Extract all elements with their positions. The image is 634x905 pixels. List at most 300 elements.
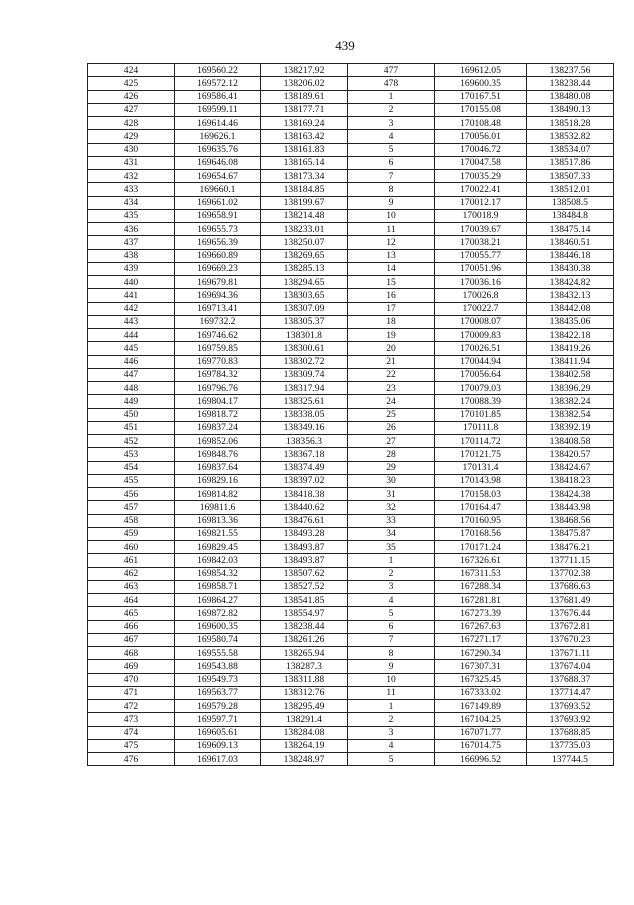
table-cell: 447	[88, 368, 175, 381]
table-cell: 448	[88, 382, 175, 395]
table-cell: 169597.71	[175, 713, 261, 726]
table-cell: 169600.35	[435, 77, 527, 90]
table-cell: 138507.33	[527, 170, 614, 183]
table-cell: 169858.71	[175, 580, 261, 593]
table-cell: 169646.08	[175, 156, 261, 169]
table-cell: 1	[348, 700, 435, 713]
table-cell: 169614.46	[175, 117, 261, 130]
table-cell: 13	[348, 249, 435, 262]
table-cell: 429	[88, 130, 175, 143]
table-cell: 169854.32	[175, 567, 261, 580]
table-cell: 170111.8	[435, 421, 527, 434]
table-cell: 138294.65	[261, 276, 348, 289]
table-row	[88, 686, 614, 699]
table-cell: 138382.24	[527, 395, 614, 408]
table-cell: 5	[348, 753, 435, 766]
table-cell: 138418.23	[527, 474, 614, 487]
table-cell: 138493.87	[261, 541, 348, 554]
table-row	[88, 488, 614, 501]
table-cell: 169818.72	[175, 408, 261, 421]
table-cell: 138367.18	[261, 448, 348, 461]
table-cell: 138484.8	[527, 209, 614, 222]
table-cell: 138408.58	[527, 435, 614, 448]
table-cell: 438	[88, 249, 175, 262]
table-cell: 426	[88, 90, 175, 103]
table-row	[88, 753, 614, 766]
table-cell: 169872.82	[175, 607, 261, 620]
table-cell: 5	[348, 143, 435, 156]
coordinates-table	[87, 63, 614, 766]
table-cell: 138284.08	[261, 726, 348, 739]
table-cell: 170026.51	[435, 342, 527, 355]
table-cell: 170018.9	[435, 209, 527, 222]
table-row	[88, 302, 614, 315]
table-cell: 26	[348, 421, 435, 434]
table-cell: 170164.47	[435, 501, 527, 514]
table-cell: 167311.53	[435, 567, 527, 580]
table-cell: 138517.86	[527, 156, 614, 169]
table-cell: 169658.91	[175, 209, 261, 222]
table-cell: 138184.85	[261, 183, 348, 196]
table-row	[88, 342, 614, 355]
table-cell: 138397.02	[261, 474, 348, 487]
table-cell: 138307.09	[261, 302, 348, 315]
table-cell: 460	[88, 541, 175, 554]
table-cell: 137688.85	[527, 726, 614, 739]
table-cell: 138435.06	[527, 315, 614, 328]
table-cell: 169626.1	[175, 130, 261, 143]
table-cell: 463	[88, 580, 175, 593]
table-cell: 34	[348, 527, 435, 540]
table-cell: 167014.75	[435, 739, 527, 752]
table-cell: 170039.67	[435, 223, 527, 236]
table-cell: 137681.49	[527, 594, 614, 607]
table-cell: 32	[348, 501, 435, 514]
table-cell: 167149.89	[435, 700, 527, 713]
table-row	[88, 594, 614, 607]
table-row	[88, 170, 614, 183]
table-cell: 462	[88, 567, 175, 580]
table-row	[88, 726, 614, 739]
table-cell: 138424.82	[527, 276, 614, 289]
table-cell: 169579.28	[175, 700, 261, 713]
table-row	[88, 421, 614, 434]
table-row	[88, 567, 614, 580]
table-cell: 467	[88, 633, 175, 646]
table-cell: 138214.48	[261, 209, 348, 222]
table-row	[88, 541, 614, 554]
table-cell: 138269.65	[261, 249, 348, 262]
table-row	[88, 554, 614, 567]
table-cell: 431	[88, 156, 175, 169]
table-cell: 16	[348, 289, 435, 302]
table-cell: 138460.51	[527, 236, 614, 249]
table-row	[88, 209, 614, 222]
table-cell: 14	[348, 262, 435, 275]
table-cell: 138189.61	[261, 90, 348, 103]
table-cell: 138217.92	[261, 64, 348, 77]
table-cell: 138518.28	[527, 117, 614, 130]
table-cell: 138163.42	[261, 130, 348, 143]
table-cell: 138285.13	[261, 262, 348, 275]
table-cell: 30	[348, 474, 435, 487]
table-cell: 21	[348, 355, 435, 368]
table-cell: 169655.73	[175, 223, 261, 236]
table-row	[88, 435, 614, 448]
table-cell: 425	[88, 77, 175, 90]
table-cell: 138392.19	[527, 421, 614, 434]
table-cell: 476	[88, 753, 175, 766]
table-cell: 170167.51	[435, 90, 527, 103]
table-cell: 436	[88, 223, 175, 236]
table-cell: 137714.47	[527, 686, 614, 699]
table-cell: 138508.5	[527, 196, 614, 209]
table-cell: 138446.18	[527, 249, 614, 262]
table-row	[88, 633, 614, 646]
table-cell: 169848.76	[175, 448, 261, 461]
table-cell: 427	[88, 103, 175, 116]
table-cell: 167333.02	[435, 686, 527, 699]
table-cell: 169572.12	[175, 77, 261, 90]
table-cell: 169555.58	[175, 647, 261, 660]
table-cell: 137670.23	[527, 633, 614, 646]
table-cell: 138312.76	[261, 686, 348, 699]
table-cell: 138206.02	[261, 77, 348, 90]
table-row	[88, 289, 614, 302]
table-cell: 138541.85	[261, 594, 348, 607]
table-cell: 138402.58	[527, 368, 614, 381]
table-cell: 169814.82	[175, 488, 261, 501]
table-row	[88, 236, 614, 249]
table-cell: 170022.41	[435, 183, 527, 196]
table-cell: 169796.76	[175, 382, 261, 395]
table-cell: 167307.31	[435, 660, 527, 673]
table-cell: 35	[348, 541, 435, 554]
table-cell: 169759.85	[175, 342, 261, 355]
table-cell: 7	[348, 170, 435, 183]
table-row	[88, 262, 614, 275]
table-row	[88, 143, 614, 156]
table-cell: 138440.62	[261, 501, 348, 514]
table-cell: 170035.29	[435, 170, 527, 183]
table-cell: 138311.88	[261, 673, 348, 686]
table-cell: 169804.17	[175, 395, 261, 408]
table-cell: 434	[88, 196, 175, 209]
table-cell: 138165.14	[261, 156, 348, 169]
table-row	[88, 673, 614, 686]
table-cell: 170009.83	[435, 329, 527, 342]
table-row	[88, 183, 614, 196]
table-cell: 137702.38	[527, 567, 614, 580]
table-cell: 137693.52	[527, 700, 614, 713]
table-cell: 33	[348, 514, 435, 527]
table-cell: 169586.41	[175, 90, 261, 103]
table-row	[88, 156, 614, 169]
table-cell: 138432.13	[527, 289, 614, 302]
table-cell: 2	[348, 713, 435, 726]
table-cell: 170114.72	[435, 435, 527, 448]
table-row	[88, 739, 614, 752]
table-row	[88, 249, 614, 262]
table-cell: 167104.25	[435, 713, 527, 726]
table-cell: 170044.94	[435, 355, 527, 368]
table-cell: 138199.67	[261, 196, 348, 209]
table-cell: 23	[348, 382, 435, 395]
table-cell: 169660.1	[175, 183, 261, 196]
table-cell: 138238.44	[261, 620, 348, 633]
table-cell: 138422.18	[527, 329, 614, 342]
table-cell: 430	[88, 143, 175, 156]
table-cell: 169563.77	[175, 686, 261, 699]
table-cell: 167281.81	[435, 594, 527, 607]
table-cell: 138264.19	[261, 739, 348, 752]
table-cell: 170056.64	[435, 368, 527, 381]
table-cell: 138493.87	[261, 554, 348, 567]
table-cell: 468	[88, 647, 175, 660]
table-row	[88, 90, 614, 103]
table-cell: 170038.21	[435, 236, 527, 249]
table-row	[88, 660, 614, 673]
table-cell: 138475.14	[527, 223, 614, 236]
table-cell: 170079.03	[435, 382, 527, 395]
table-row	[88, 647, 614, 660]
table-cell: 1	[348, 554, 435, 567]
table-cell: 28	[348, 448, 435, 461]
table-row	[88, 700, 614, 713]
table-cell: 138356.3	[261, 435, 348, 448]
table-row	[88, 713, 614, 726]
table-cell: 169784.32	[175, 368, 261, 381]
table-cell: 137671.11	[527, 647, 614, 660]
table-cell: 138338.05	[261, 408, 348, 421]
table-cell: 169746.62	[175, 329, 261, 342]
table-cell: 137711.15	[527, 554, 614, 567]
table-row	[88, 408, 614, 421]
table-cell: 170055.77	[435, 249, 527, 262]
table-cell: 170047.58	[435, 156, 527, 169]
table-cell: 170088.39	[435, 395, 527, 408]
table-cell: 138382.54	[527, 408, 614, 421]
table-cell: 442	[88, 302, 175, 315]
table-cell: 138396.29	[527, 382, 614, 395]
table-cell: 167273.39	[435, 607, 527, 620]
table-cell: 446	[88, 355, 175, 368]
table-cell: 4	[348, 130, 435, 143]
table-row	[88, 501, 614, 514]
table-cell: 455	[88, 474, 175, 487]
table-cell: 167288.34	[435, 580, 527, 593]
table-cell: 138301.8	[261, 329, 348, 342]
table-cell: 465	[88, 607, 175, 620]
table-row	[88, 607, 614, 620]
table-cell: 169837.64	[175, 461, 261, 474]
table-cell: 138476.21	[527, 541, 614, 554]
table-cell: 169543.88	[175, 660, 261, 673]
table-cell: 2	[348, 103, 435, 116]
table-cell: 169635.76	[175, 143, 261, 156]
table-cell: 20	[348, 342, 435, 355]
table-cell: 138493.28	[261, 527, 348, 540]
table-row	[88, 196, 614, 209]
table-cell: 11	[348, 223, 435, 236]
table-cell: 137693.92	[527, 713, 614, 726]
table-cell: 170051.96	[435, 262, 527, 275]
table-cell: 170158.03	[435, 488, 527, 501]
table-cell: 167267.63	[435, 620, 527, 633]
coordinates-table-body	[88, 64, 614, 766]
table-cell: 443	[88, 315, 175, 328]
table-row	[88, 461, 614, 474]
table-cell: 459	[88, 527, 175, 540]
table-row	[88, 382, 614, 395]
table-cell: 450	[88, 408, 175, 421]
table-cell: 138305.37	[261, 315, 348, 328]
table-cell: 439	[88, 262, 175, 275]
table-cell: 457	[88, 501, 175, 514]
table-cell: 138265.94	[261, 647, 348, 660]
table-cell: 169829.45	[175, 541, 261, 554]
table-cell: 137735.03	[527, 739, 614, 752]
table-cell: 31	[348, 488, 435, 501]
table-row	[88, 77, 614, 90]
table-cell: 170056.01	[435, 130, 527, 143]
table-cell: 477	[348, 64, 435, 77]
table-cell: 169732.2	[175, 315, 261, 328]
table-cell: 138420.57	[527, 448, 614, 461]
table-row	[88, 355, 614, 368]
table-cell: 432	[88, 170, 175, 183]
table-cell: 2	[348, 567, 435, 580]
table-cell: 474	[88, 726, 175, 739]
table-cell: 138291.4	[261, 713, 348, 726]
table-cell: 11	[348, 686, 435, 699]
table-row	[88, 474, 614, 487]
page-number: 439	[335, 38, 355, 53]
table-cell: 470	[88, 673, 175, 686]
table-cell: 170155.08	[435, 103, 527, 116]
table-cell: 138287.3	[261, 660, 348, 673]
table-cell: 449	[88, 395, 175, 408]
table-cell: 138476.61	[261, 514, 348, 527]
table-cell: 169829.16	[175, 474, 261, 487]
table-row	[88, 620, 614, 633]
table-cell: 138309.74	[261, 368, 348, 381]
table-cell: 138173.34	[261, 170, 348, 183]
table-cell: 169605.61	[175, 726, 261, 739]
table-cell: 433	[88, 183, 175, 196]
table-cell: 461	[88, 554, 175, 567]
table-cell: 138468.56	[527, 514, 614, 527]
table-cell: 471	[88, 686, 175, 699]
table-cell: 138169.24	[261, 117, 348, 130]
table-cell: 137744.5	[527, 753, 614, 766]
table-row	[88, 64, 614, 77]
table-cell: 456	[88, 488, 175, 501]
table-cell: 170101.85	[435, 408, 527, 421]
table-cell: 170026.8	[435, 289, 527, 302]
table-cell: 440	[88, 276, 175, 289]
table-cell: 138424.67	[527, 461, 614, 474]
table-cell: 169813.36	[175, 514, 261, 527]
table-cell: 169842.03	[175, 554, 261, 567]
table-cell: 137688.37	[527, 673, 614, 686]
table-cell: 5	[348, 607, 435, 620]
table-cell: 138349.16	[261, 421, 348, 434]
table-cell: 18	[348, 315, 435, 328]
table-cell: 138302.72	[261, 355, 348, 368]
table-cell: 138295.49	[261, 700, 348, 713]
table-cell: 170036.16	[435, 276, 527, 289]
table-cell: 170046.72	[435, 143, 527, 156]
table-cell: 169660.89	[175, 249, 261, 262]
table-cell: 138532.82	[527, 130, 614, 143]
table-cell: 464	[88, 594, 175, 607]
table-row	[88, 103, 614, 116]
table-cell: 167326.61	[435, 554, 527, 567]
table-cell: 137686.63	[527, 580, 614, 593]
table-cell: 138250.07	[261, 236, 348, 249]
table-cell: 473	[88, 713, 175, 726]
table-cell: 22	[348, 368, 435, 381]
table-cell: 138418.38	[261, 488, 348, 501]
table-cell: 424	[88, 64, 175, 77]
table-cell: 167290.34	[435, 647, 527, 660]
table-cell: 138527.52	[261, 580, 348, 593]
table-row	[88, 329, 614, 342]
table-cell: 8	[348, 647, 435, 660]
table-cell: 137676.44	[527, 607, 614, 620]
table-cell: 452	[88, 435, 175, 448]
table-cell: 138233.01	[261, 223, 348, 236]
table-cell: 6	[348, 620, 435, 633]
table-cell: 169612.05	[435, 64, 527, 77]
table-cell: 169656.39	[175, 236, 261, 249]
table-cell: 453	[88, 448, 175, 461]
table-cell: 10	[348, 673, 435, 686]
table-cell: 10	[348, 209, 435, 222]
table-cell: 138443.98	[527, 501, 614, 514]
table-cell: 169694.36	[175, 289, 261, 302]
table-cell: 458	[88, 514, 175, 527]
table-cell: 169821.55	[175, 527, 261, 540]
table-cell: 445	[88, 342, 175, 355]
table-cell: 138411.94	[527, 355, 614, 368]
table-cell: 169713.41	[175, 302, 261, 315]
table-cell: 169679.81	[175, 276, 261, 289]
table-cell: 4	[348, 739, 435, 752]
table-cell: 167325.45	[435, 673, 527, 686]
table-cell: 138512.01	[527, 183, 614, 196]
table-cell: 170171.24	[435, 541, 527, 554]
table-cell: 19	[348, 329, 435, 342]
table-cell: 169837.24	[175, 421, 261, 434]
table-cell: 169852.06	[175, 435, 261, 448]
table-cell: 138300.61	[261, 342, 348, 355]
table-cell: 138303.65	[261, 289, 348, 302]
table-cell: 170108.48	[435, 117, 527, 130]
table-cell: 138554.97	[261, 607, 348, 620]
table-cell: 27	[348, 435, 435, 448]
table-cell: 137672.81	[527, 620, 614, 633]
table-cell: 454	[88, 461, 175, 474]
table-cell: 9	[348, 660, 435, 673]
table-cell: 478	[348, 77, 435, 90]
table-cell: 170143.98	[435, 474, 527, 487]
table-cell: 138475.87	[527, 527, 614, 540]
table-cell: 169669.23	[175, 262, 261, 275]
table-row	[88, 276, 614, 289]
table-cell: 170121.75	[435, 448, 527, 461]
